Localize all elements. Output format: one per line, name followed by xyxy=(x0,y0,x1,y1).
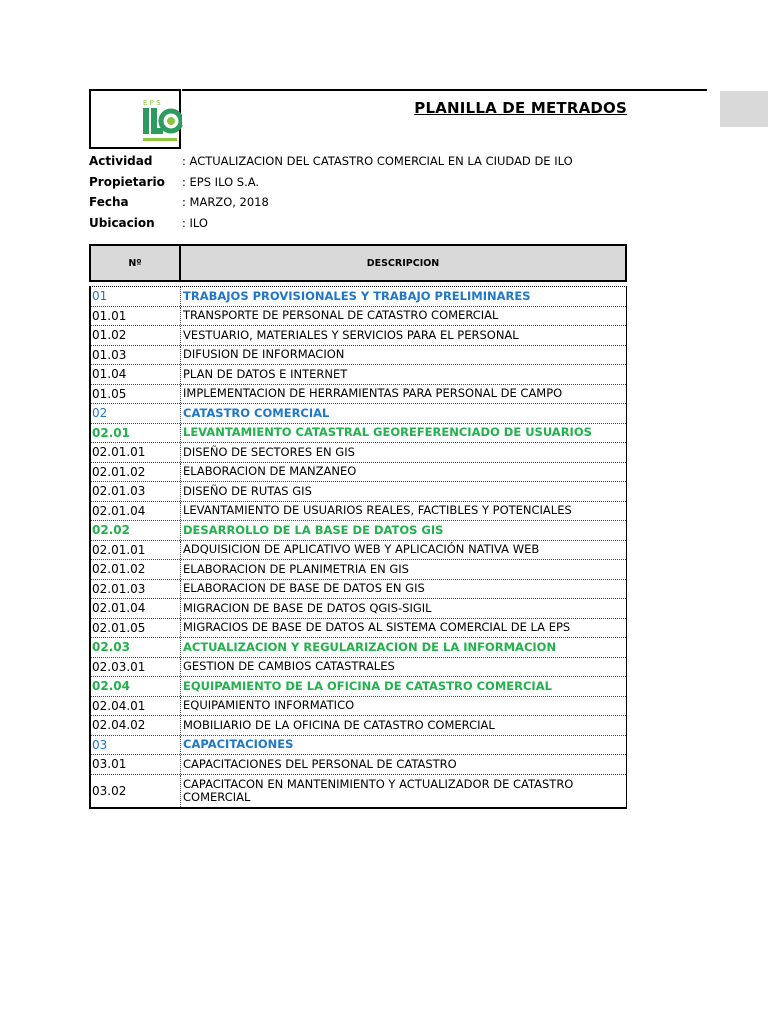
item-number: 01.05 xyxy=(91,385,181,404)
item-number: 02.01.03 xyxy=(91,482,181,501)
page-title: PLANILLA DE METRADOS xyxy=(414,99,627,117)
item-description: VESTUARIO, MATERIALES Y SERVICIOS PARA EL PERSONAL xyxy=(183,327,519,342)
info-label: Ubicacion xyxy=(89,215,155,230)
item-number: 02 xyxy=(91,404,181,423)
item-number: 01.03 xyxy=(91,346,181,365)
item-description: LEVANTAMIENTO DE USUARIOS REALES, FACTIBLES Y POTENCIALES xyxy=(183,503,572,518)
column-header-description: DESCRIPCION xyxy=(366,257,440,269)
eps-ilo-logo xyxy=(139,96,183,146)
table-row xyxy=(91,619,626,639)
info-row xyxy=(89,213,709,234)
item-description: TRANSPORTE DE PERSONAL DE CATASTRO COMERCIAL xyxy=(183,308,499,323)
item-description: GESTION DE CAMBIOS CATASTRALES xyxy=(183,659,395,674)
table-row xyxy=(91,404,626,424)
title-grey-fill xyxy=(720,91,768,127)
item-description: MIGRACIOS DE BASE DE DATOS AL SISTEMA COMERCIAL DE LA EPS xyxy=(183,620,571,635)
item-description: DESARROLLO DE LA BASE DE DATOS GIS xyxy=(183,522,444,537)
info-row xyxy=(89,172,709,193)
item-description: EQUIPAMIENTO DE LA OFICINA DE CATASTRO COMERCIAL xyxy=(183,678,552,693)
table-row xyxy=(91,287,626,307)
table-row xyxy=(91,463,626,483)
info-value: : ILO xyxy=(182,215,208,230)
svg-text:E P S: E P S xyxy=(143,99,161,107)
item-number: 01.04 xyxy=(91,365,181,384)
info-value: : ACTUALIZACION DEL CATASTRO COMERCIAL EN LA CIUDAD DE ILO xyxy=(182,154,573,169)
info-value: : MARZO, 2018 xyxy=(182,195,269,210)
item-description: IMPLEMENTACION DE HERRAMIENTAS PARA PERSONAL DE CAMPO xyxy=(183,386,563,401)
table-row xyxy=(91,326,626,346)
item-number: 02.01.01 xyxy=(91,541,181,560)
table-row xyxy=(91,443,626,463)
item-number: 02.01.04 xyxy=(91,502,181,521)
item-description: CAPACITACON EN MANTENIMIENTO Y ACTUALIZADOR DE CATASTRO COMERCIAL xyxy=(183,776,574,804)
item-number: 01 xyxy=(91,287,181,306)
item-number: 03.01 xyxy=(91,755,181,774)
item-number: 03.02 xyxy=(91,775,181,807)
info-value: : EPS ILO S.A. xyxy=(182,174,260,189)
table-header xyxy=(89,244,627,282)
info-label: Fecha xyxy=(89,195,129,210)
item-number: 03 xyxy=(91,736,181,755)
item-number: 01.02 xyxy=(91,326,181,345)
item-number: 02.01.04 xyxy=(91,599,181,618)
table-row xyxy=(91,365,626,385)
item-description: DISEÑO DE SECTORES EN GIS xyxy=(183,444,355,459)
item-number: 01.01 xyxy=(91,307,181,326)
item-number: 02.04.01 xyxy=(91,697,181,716)
item-description: ELABORACION DE MANZANEO xyxy=(183,464,357,479)
table-row xyxy=(91,541,626,561)
info-label: Propietario xyxy=(89,174,165,189)
table-row xyxy=(91,736,626,756)
item-number: 02.01.02 xyxy=(91,560,181,579)
item-number: 02.03.01 xyxy=(91,658,181,677)
info-label: Actividad xyxy=(89,154,153,169)
table-row xyxy=(91,638,626,658)
table-row xyxy=(91,346,626,366)
item-description: ACTUALIZACION Y REGULARIZACION DE LA INFORMACION xyxy=(183,639,557,654)
item-description: EQUIPAMIENTO INFORMATICO xyxy=(183,698,355,713)
table-row xyxy=(91,482,626,502)
table-body xyxy=(89,286,627,809)
table-row xyxy=(91,658,626,678)
logo-cell xyxy=(89,89,181,149)
item-description: MOBILIARIO DE LA OFICINA DE CATASTRO COMERCIAL xyxy=(183,717,495,732)
item-description: MIGRACION DE BASE DE DATOS QGIS-SIGIL xyxy=(183,600,432,615)
item-description: PLAN DE DATOS E INTERNET xyxy=(183,366,348,381)
item-number: 02.02 xyxy=(91,521,181,540)
item-description: LEVANTAMIENTO CATASTRAL GEOREFERENCIADO DE USUARIOS xyxy=(183,425,592,440)
item-number: 02.04 xyxy=(91,677,181,696)
table-row xyxy=(91,521,626,541)
item-description: CAPACITACIONES xyxy=(183,737,294,752)
item-number: 02.01.05 xyxy=(91,619,181,638)
table-row xyxy=(91,677,626,697)
item-description: ELABORACION DE BASE DE DATOS EN GIS xyxy=(183,581,425,596)
item-description: DIFUSION DE INFORMACION xyxy=(183,347,345,362)
table-row xyxy=(91,385,626,405)
item-number: 02.01.02 xyxy=(91,463,181,482)
item-number: 02.03 xyxy=(91,638,181,657)
table-row xyxy=(91,424,626,444)
column-header-num: Nº xyxy=(91,246,181,280)
item-description: ELABORACION DE PLANIMETRIA EN GIS xyxy=(183,561,409,576)
title-band xyxy=(182,89,707,125)
item-description: DISEÑO DE RUTAS GIS xyxy=(183,483,312,498)
table-row xyxy=(91,580,626,600)
info-row xyxy=(89,151,709,172)
table-row xyxy=(91,697,626,717)
item-description: CATASTRO COMERCIAL xyxy=(183,405,330,420)
item-number: 02.01.03 xyxy=(91,580,181,599)
table-row xyxy=(91,755,626,775)
item-description: ADQUISICION DE APLICATIVO WEB Y APLICACIÓN NATIVA WEB xyxy=(183,542,540,557)
table-row xyxy=(91,560,626,580)
table-row xyxy=(91,599,626,619)
sheet-header xyxy=(89,89,709,149)
spreadsheet-page xyxy=(89,89,709,804)
item-description: CAPACITACIONES DEL PERSONAL DE CATASTRO xyxy=(183,756,457,771)
table-row xyxy=(91,775,626,807)
info-block xyxy=(89,151,709,233)
info-row xyxy=(89,192,709,213)
item-number: 02.04.02 xyxy=(91,716,181,735)
table-row xyxy=(91,307,626,327)
table-row xyxy=(91,716,626,736)
item-number: 02.01.01 xyxy=(91,443,181,462)
item-description: TRABAJOS PROVISIONALES Y TRABAJO PRELIMINARES xyxy=(183,288,531,303)
item-number: 02.01 xyxy=(91,424,181,443)
table-row xyxy=(91,502,626,522)
